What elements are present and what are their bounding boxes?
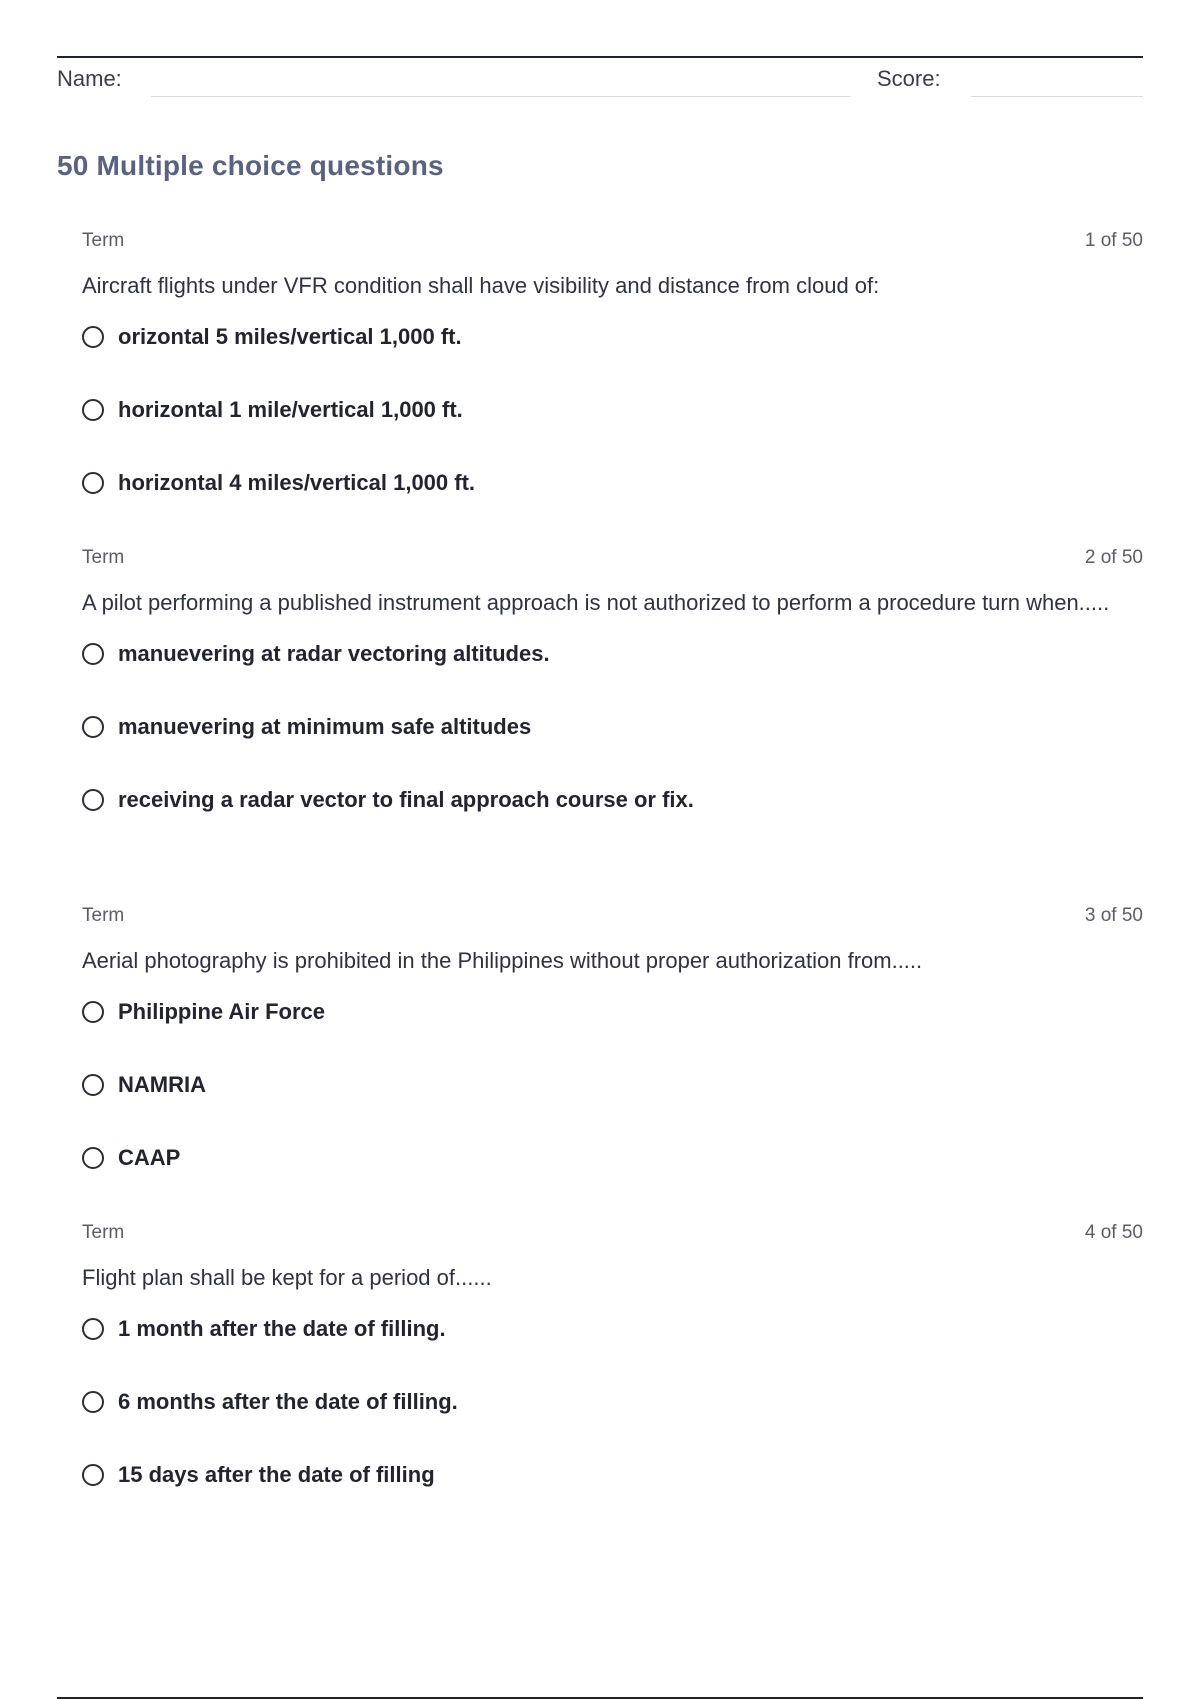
question-1	[82, 228, 1143, 541]
question-3	[82, 903, 1143, 1216]
footer-bottom-rule	[57, 1697, 1143, 1699]
answer-option-label: 15 days after the date of filling	[118, 1462, 435, 1487]
name-field[interactable]	[151, 96, 851, 97]
answer-option[interactable]	[82, 395, 1143, 425]
radio-button-icon[interactable]	[82, 1001, 104, 1023]
answer-option[interactable]	[82, 712, 1143, 742]
answer-option[interactable]	[82, 1070, 1143, 1100]
answer-option[interactable]	[82, 468, 1143, 498]
question-type-label: Term	[82, 230, 125, 251]
question-type-label: Term	[82, 1222, 125, 1243]
answer-option[interactable]	[82, 1460, 1143, 1490]
question-text: Aerial photography is prohibited in the Philippines without proper authorization from.....	[82, 948, 923, 973]
question-header	[82, 1220, 1143, 1246]
answer-option-label: receiving a radar vector to final approach course or fix.	[118, 787, 694, 812]
question-4	[82, 1220, 1143, 1533]
radio-button-icon[interactable]	[82, 1391, 104, 1413]
answer-option-label: NAMRIA	[118, 1072, 206, 1097]
radio-button-icon[interactable]	[82, 326, 104, 348]
answer-option[interactable]	[82, 1143, 1143, 1173]
answer-option[interactable]	[82, 1314, 1143, 1344]
question-type-label: Term	[82, 905, 125, 926]
answer-option-label: manuevering at minimum safe altitudes	[118, 714, 532, 739]
question-type-label: Term	[82, 547, 125, 568]
question-counter: 1 of 50	[1084, 230, 1143, 251]
answer-option-label: horizontal 1 mile/vertical 1,000 ft.	[118, 397, 463, 422]
answer-option-label: horizontal 4 miles/vertical 1,000 ft.	[118, 470, 476, 495]
answer-option-label: Philippine Air Force	[118, 999, 325, 1024]
answer-options	[82, 1314, 1143, 1490]
radio-button-icon[interactable]	[82, 1464, 104, 1486]
score-label: Score:	[877, 66, 941, 91]
question-text: Aircraft flights under VFR condition shall have visibility and distance from cloud of:	[82, 273, 880, 298]
question-counter: 2 of 50	[1084, 547, 1143, 568]
question-text: A pilot performing a published instrument approach is not authorized to perform a procedure turn when.....	[82, 590, 1110, 615]
name-score-header	[57, 58, 1143, 98]
answer-option[interactable]	[82, 639, 1143, 669]
answer-option-label: orizontal 5 miles/vertical 1,000 ft.	[118, 324, 462, 349]
answer-options	[82, 639, 1143, 815]
radio-button-icon[interactable]	[82, 716, 104, 738]
radio-button-icon[interactable]	[82, 1318, 104, 1340]
radio-button-icon[interactable]	[82, 1074, 104, 1096]
answer-option-label: 1 month after the date of filling.	[118, 1316, 446, 1341]
answer-option-label: manuevering at radar vectoring altitudes.	[118, 641, 550, 666]
question-text: Flight plan shall be kept for a period of......	[82, 1265, 492, 1290]
score-field[interactable]	[971, 96, 1143, 97]
question-2	[82, 545, 1143, 858]
question-header	[82, 228, 1143, 254]
answer-options	[82, 997, 1143, 1173]
page-title: 50 Multiple choice questions	[57, 150, 444, 181]
radio-button-icon[interactable]	[82, 472, 104, 494]
radio-button-icon[interactable]	[82, 399, 104, 421]
question-header	[82, 903, 1143, 929]
question-header	[82, 545, 1143, 571]
radio-button-icon[interactable]	[82, 643, 104, 665]
name-label: Name:	[57, 66, 122, 91]
radio-button-icon[interactable]	[82, 1147, 104, 1169]
answer-option-label: 6 months after the date of filling.	[118, 1389, 458, 1414]
question-counter: 3 of 50	[1084, 905, 1143, 926]
answer-option[interactable]	[82, 1387, 1143, 1417]
answer-option[interactable]	[82, 997, 1143, 1027]
answer-options	[82, 322, 1143, 498]
answer-option-label: CAAP	[118, 1145, 181, 1170]
question-counter: 4 of 50	[1084, 1222, 1143, 1243]
radio-button-icon[interactable]	[82, 789, 104, 811]
answer-option[interactable]	[82, 785, 1143, 815]
answer-option[interactable]	[82, 322, 1143, 352]
